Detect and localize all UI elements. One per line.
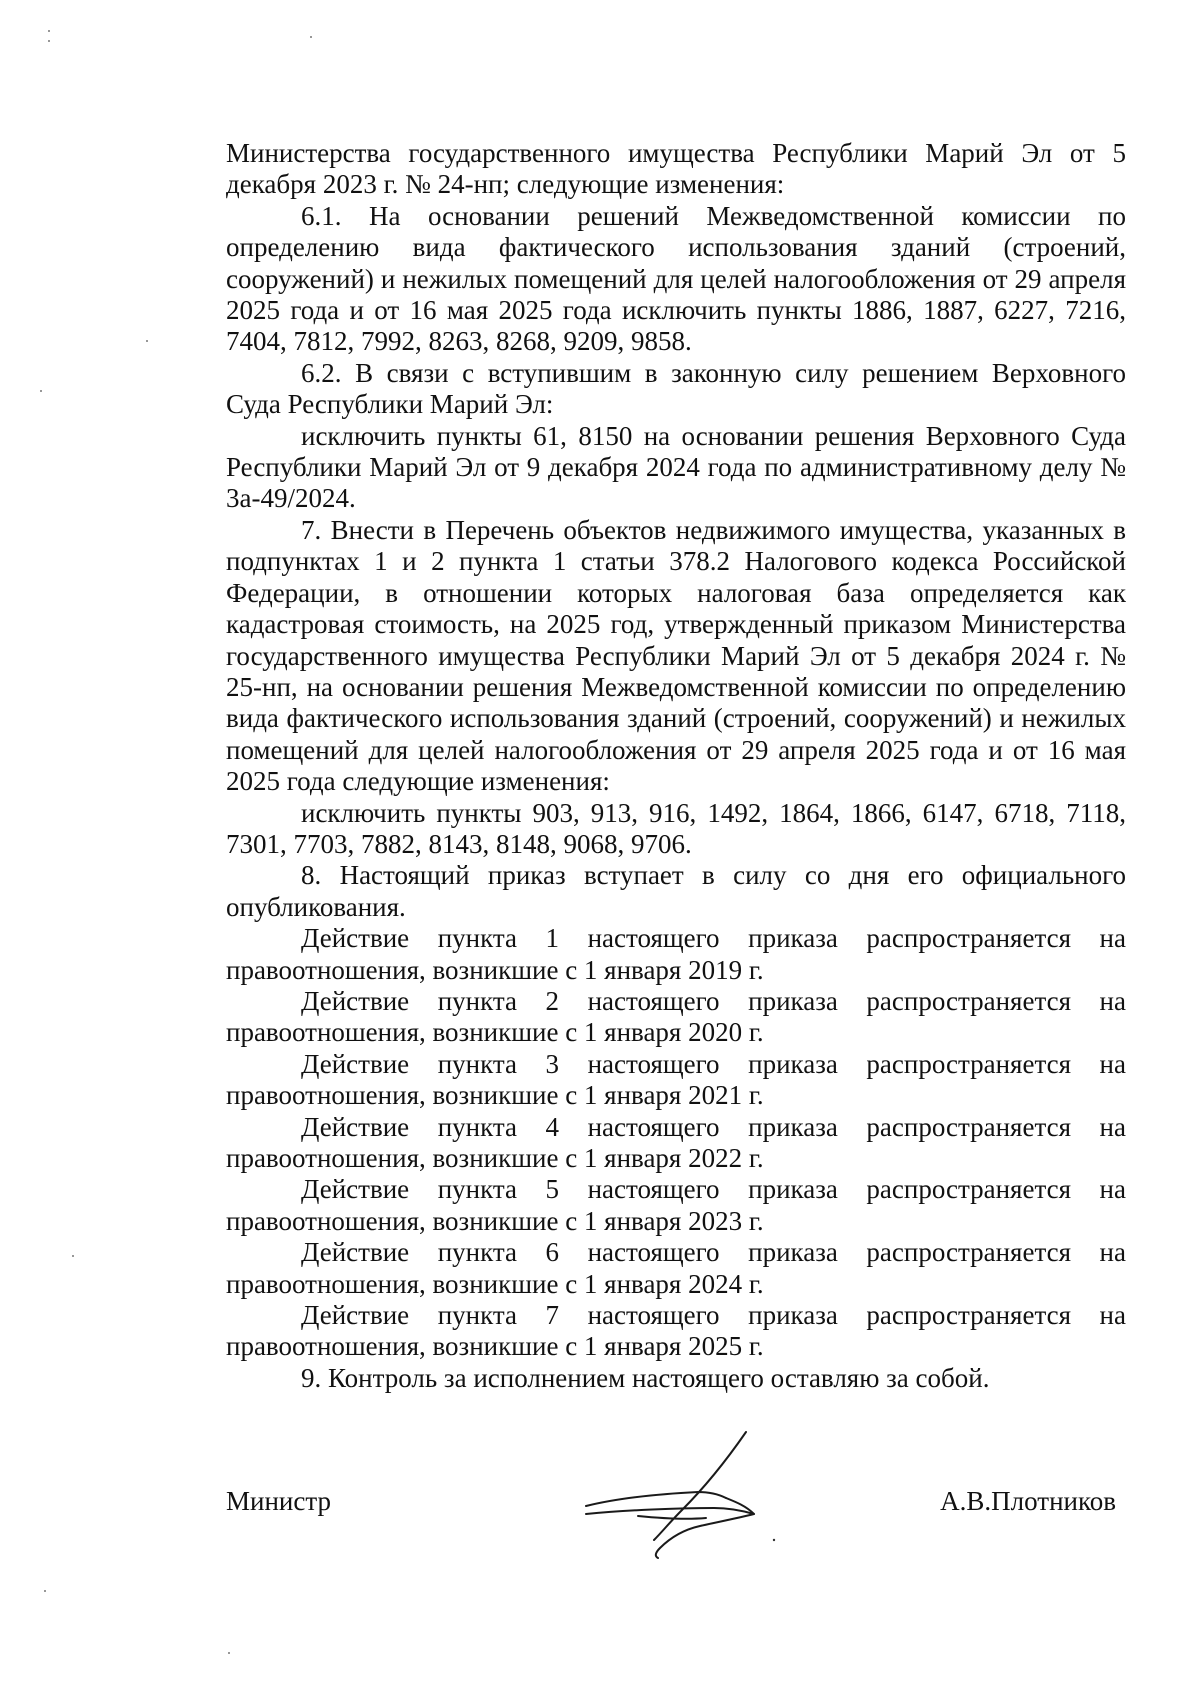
paragraph-effect-5: Действие пункта 5 настоящего приказа распространяется на правоотношения, возникшие с 1 января 2023 г. bbox=[226, 1174, 1126, 1236]
paragraph-7: 7. Внести в Перечень объектов недвижимого имущества, указанных в подпунктах 1 и 2 пункта 1 статьи 378.2 Налогового кодекса Российской Федерации, в отношении которых налоговая база определяется как кадастровая стоимость, на 2025 год, утвержденный приказом Министерства государственного имущества Республики Марий Эл от 5 декабря 2024 г. № 25-нп, на основании решения Межведомственной комиссии по определению вида фактического использования зданий (строений, сооружений) и нежилых помещений для целей налогообложения от 29 апреля 2025 года и от 16 мая 2025 года следующие изменения: bbox=[226, 514, 1126, 797]
paragraph-effect-2: Действие пункта 2 настоящего приказа распространяется на правоотношения, возникшие с 1 января 2020 г. bbox=[226, 985, 1126, 1048]
paragraph-effect-7: Действие пункта 7 настоящего приказа распространяется на правоотношения, возникшие с 1 января 2025 г. bbox=[226, 1300, 1126, 1362]
signatory-title: Министр bbox=[226, 1486, 331, 1516]
paragraph-effect-3: Действие пункта 3 настоящего приказа распространяется на правоотношения, возникшие с 1 января 2021 г. bbox=[226, 1048, 1126, 1111]
scan-speck bbox=[44, 1590, 46, 1592]
scan-speck bbox=[146, 340, 148, 342]
paragraph-effect-6: Действие пункта 6 настоящего приказа распространяется на правоотношения, возникшие с 1 января 2024 г. bbox=[226, 1237, 1126, 1299]
handwritten-signature bbox=[578, 1428, 778, 1566]
scan-speck bbox=[40, 390, 42, 392]
scan-speck bbox=[48, 30, 50, 32]
paragraph-intro-continuation: Министерства государственного имущества Республики Марий Эл от 5 декабря 2023 г. № 24-нп; следующие изменения: bbox=[226, 138, 1126, 200]
scan-speck bbox=[228, 1652, 230, 1654]
paragraph-6-1: 6.1. На основании решений Межведомственной комиссии по определению вида фактического использования зданий (строений, сооружений) и нежилых помещений для целей налогообложения от 29 апреля 2025 года и от 16 мая 2025 года исключить пункты 1886, 1887, 6227, 7216, 7404, 7812, 7992, 8263, 8268, 9209, 9858. bbox=[226, 200, 1126, 357]
scan-speck bbox=[48, 40, 50, 42]
paragraph-9: 9. Контроль за исполнением настоящего оставляю за собой. bbox=[301, 1362, 990, 1393]
scan-speck bbox=[310, 36, 312, 38]
paragraph-7-exclude: исключить пункты 903, 913, 916, 1492, 1864, 1866, 6147, 6718, 7118, 7301, 7703, 7882, 8143, 8148, 9068, 9706. bbox=[226, 797, 1126, 859]
paragraph-6-2: 6.2. В связи с вступившим в законную силу решением Верховного Суда Республики Марий Эл: bbox=[226, 357, 1126, 420]
scan-speck bbox=[72, 1255, 74, 1257]
paragraph-effect-1: Действие пункта 1 настоящего приказа распространяется на правоотношения, возникшие с 1 января 2019 г. bbox=[226, 923, 1126, 985]
paragraph-8: 8. Настоящий приказ вступает в силу со дня его официального опубликования. bbox=[226, 860, 1126, 922]
signatory-name: А.В.Плотников bbox=[940, 1486, 1116, 1516]
paragraph-effect-4: Действие пункта 4 настоящего приказа распространяется на правоотношения, возникшие с 1 января 2022 г. bbox=[226, 1111, 1126, 1173]
document-body bbox=[226, 138, 1126, 1394]
paragraph-6-2-exclude: исключить пункты 61, 8150 на основании решения Верховного Суда Республики Марий Эл от 9 декабря 2024 года по административному делу № 3а-49/2024. bbox=[226, 420, 1126, 514]
